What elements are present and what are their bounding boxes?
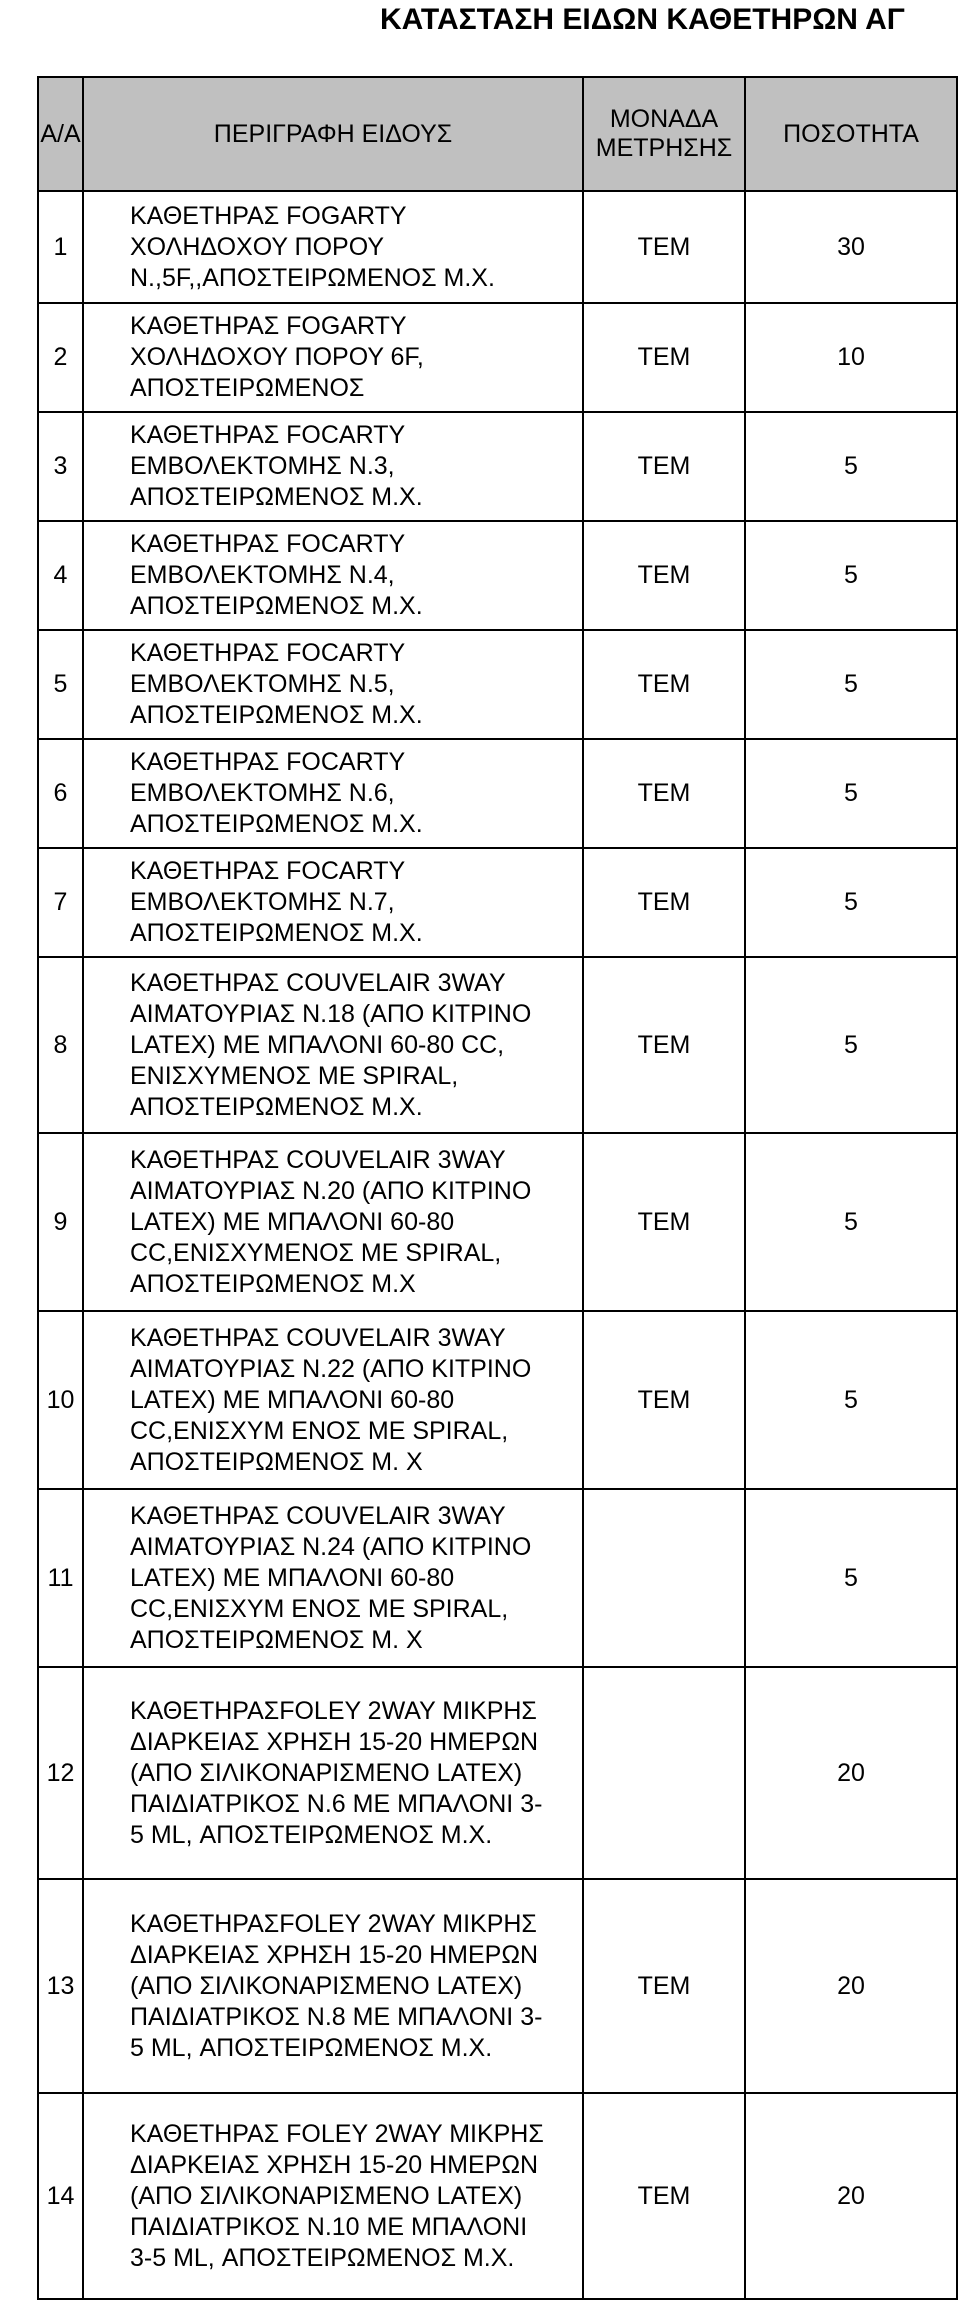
table-row [38, 1667, 957, 1879]
table-row [38, 739, 957, 848]
row-number: 3 [38, 412, 83, 521]
row-description: ΚΑΘΕΤΗΡΑΣ FOCARTY ΕΜΒΟΛΕΚΤΟΜΗΣ Ν.6, ΑΠΟΣΤΕΙΡΩΜΕΝΟΣ Μ.Χ. [83, 739, 583, 848]
row-number: 1 [38, 191, 83, 303]
row-number: 12 [38, 1667, 83, 1879]
row-number: 6 [38, 739, 83, 848]
row-quantity: 5 [745, 1311, 957, 1489]
row-unit: ΤΕΜ [583, 848, 745, 957]
row-quantity: 20 [745, 1879, 957, 2093]
table-row [38, 1311, 957, 1489]
header-quantity: ΠΟΣΟΤΗΤΑ [745, 77, 957, 191]
table-row [38, 521, 957, 630]
row-number: 9 [38, 1133, 83, 1311]
table-row [38, 191, 957, 303]
row-unit: ΤΕΜ [583, 1311, 745, 1489]
row-unit [583, 1667, 745, 1879]
row-unit: ΤΕΜ [583, 1133, 745, 1311]
row-unit [583, 1489, 745, 1667]
table-row [38, 412, 957, 521]
row-description: ΚΑΘΕΤΗΡΑΣ FOCARTY ΕΜΒΟΛΕΚΤΟΜΗΣ Ν.7, ΑΠΟΣΤΕΙΡΩΜΕΝΟΣ Μ.Χ. [83, 848, 583, 957]
header-description: ΠΕΡΙΓΡΑΦΗ ΕΙΔΟΥΣ [83, 77, 583, 191]
row-description: ΚΑΘΕΤΗΡΑΣ COUVELAIR 3WAY ΑΙΜΑΤΟΥΡΙΑΣ Ν.22 (ΑΠΟ ΚΙΤΡΙΝΟ LATEX) ΜΕ ΜΠΑΛΟΝΙ 60-80 CC,ΕΝΙΣΧΥΜ ΕΝΟΣ ΜΕ SPIRAL, ΑΠΟΣΤΕΙΡΩΜΕΝΟΣ Μ. Χ [83, 1311, 583, 1489]
row-description: ΚΑΘΕΤΗΡΑΣ COUVELAIR 3WAY ΑΙΜΑΤΟΥΡΙΑΣ Ν.18 (ΑΠΟ ΚΙΤΡΙΝΟ LATEX) ΜΕ ΜΠΑΛΟΝΙ 60-80 CC, ΕΝΙΣΧΥΜΕΝΟΣ ΜΕ SPIRAL, ΑΠΟΣΤΕΙΡΩΜΕΝΟΣ Μ.Χ. [83, 957, 583, 1133]
row-quantity: 30 [745, 191, 957, 303]
row-number: 13 [38, 1879, 83, 2093]
table-row [38, 1133, 957, 1311]
header-unit: ΜΟΝΑΔΑ ΜΕΤΡΗΣΗΣ [583, 77, 745, 191]
row-description: ΚΑΘΕΤΗΡΑΣ COUVELAIR 3WAY ΑΙΜΑΤΟΥΡΙΑΣ Ν.24 (ΑΠΟ ΚΙΤΡΙΝΟ LATEX) ΜΕ ΜΠΑΛΟΝΙ 60-80 CC,ΕΝΙΣΧΥΜ ΕΝΟΣ ΜΕ SPIRAL, ΑΠΟΣΤΕΙΡΩΜΕΝΟΣ Μ. Χ [83, 1489, 583, 1667]
row-unit: ΤΕΜ [583, 957, 745, 1133]
page-title: ΚΑΤΑΣΤΑΣΗ ΕΙΔΩΝ ΚΑΘΕΤΗΡΩΝ ΑΓ [380, 3, 905, 36]
table-row [38, 2093, 957, 2299]
row-quantity: 20 [745, 1667, 957, 1879]
table-row [38, 1489, 957, 1667]
row-quantity: 5 [745, 412, 957, 521]
row-description: ΚΑΘΕΤΗΡΑΣ FOCARTY ΕΜΒΟΛΕΚΤΟΜΗΣ Ν.4, ΑΠΟΣΤΕΙΡΩΜΕΝΟΣ Μ.Χ. [83, 521, 583, 630]
row-description: ΚΑΘΕΤΗΡΑΣFOLEY 2WAY ΜΙΚΡΗΣ ΔΙΑΡΚΕΙΑΣ ΧΡΗΣΗ 15-20 ΗΜΕΡΩΝ (ΑΠΟ ΣΙΛΙΚΟΝΑΡΙΣΜΕΝΟ LATEX) ΠΑΙΔΙΑΤΡΙΚΟΣ Ν.8 ΜΕ ΜΠΑΛΟΝΙ 3- 5 ML, ΑΠΟΣΤΕΙΡΩΜΕΝΟΣ Μ.Χ. [83, 1879, 583, 2093]
row-quantity: 5 [745, 630, 957, 739]
table-header-row [38, 77, 957, 191]
row-number: 8 [38, 957, 83, 1133]
table-body [38, 191, 957, 2299]
row-description: ΚΑΘΕΤΗΡΑΣFOLEY 2WAY ΜΙΚΡΗΣ ΔΙΑΡΚΕΙΑΣ ΧΡΗΣΗ 15-20 ΗΜΕΡΩΝ (ΑΠΟ ΣΙΛΙΚΟΝΑΡΙΣΜΕΝΟ LATEX) ΠΑΙΔΙΑΤΡΙΚΟΣ Ν.6 ΜΕ ΜΠΑΛΟΝΙ 3- 5 ML, ΑΠΟΣΤΕΙΡΩΜΕΝΟΣ Μ.Χ. [83, 1667, 583, 1879]
row-description: ΚΑΘΕΤΗΡΑΣ COUVELAIR 3WAY ΑΙΜΑΤΟΥΡΙΑΣ Ν.20 (ΑΠΟ ΚΙΤΡΙΝΟ LATEX) ΜΕ ΜΠΑΛΟΝΙ 60-80 CC,ΕΝΙΣΧΥΜΕΝΟΣ ΜΕ SPIRAL, ΑΠΟΣΤΕΙΡΩΜΕΝΟΣ Μ.Χ [83, 1133, 583, 1311]
table-row [38, 957, 957, 1133]
table-row [38, 848, 957, 957]
row-unit: ΤΕΜ [583, 303, 745, 412]
row-unit: ΤΕΜ [583, 191, 745, 303]
row-number: 2 [38, 303, 83, 412]
row-description: ΚΑΘΕΤΗΡΑΣ FOGARTY ΧΟΛΗΔΟΧΟΥ ΠΟΡΟΥ 6F, ΑΠΟΣΤΕΙΡΩΜΕΝΟΣ [83, 303, 583, 412]
row-number: 11 [38, 1489, 83, 1667]
row-quantity: 5 [745, 521, 957, 630]
table-row [38, 1879, 957, 2093]
row-quantity: 5 [745, 848, 957, 957]
row-quantity: 5 [745, 739, 957, 848]
row-description: ΚΑΘΕΤΗΡΑΣ FOGARTY ΧΟΛΗΔΟΧΟΥ ΠΟΡΟΥ Ν.,5F,,ΑΠΟΣΤΕΙΡΩΜΕΝΟΣ Μ.Χ. [83, 191, 583, 303]
row-number: 7 [38, 848, 83, 957]
row-description: ΚΑΘΕΤΗΡΑΣ FOCARTY ΕΜΒΟΛΕΚΤΟΜΗΣ Ν.5, ΑΠΟΣΤΕΙΡΩΜΕΝΟΣ Μ.Χ. [83, 630, 583, 739]
table-row [38, 303, 957, 412]
row-number: 4 [38, 521, 83, 630]
row-unit: ΤΕΜ [583, 630, 745, 739]
row-quantity: 20 [745, 2093, 957, 2299]
row-quantity: 10 [745, 303, 957, 412]
row-number: 5 [38, 630, 83, 739]
row-description: ΚΑΘΕΤΗΡΑΣ FOLEY 2WAY ΜΙΚΡΗΣ ΔΙΑΡΚΕΙΑΣ ΧΡΗΣΗ 15-20 ΗΜΕΡΩΝ (ΑΠΟ ΣΙΛΙΚΟΝΑΡΙΣΜΕΝΟ LATEX) ΠΑΙΔΙΑΤΡΙΚΟΣ Ν.10 ΜΕ ΜΠΑΛΟΝΙ 3-5 ML, ΑΠΟΣΤΕΙΡΩΜΕΝΟΣ Μ.Χ. [83, 2093, 583, 2299]
row-quantity: 5 [745, 1489, 957, 1667]
row-quantity: 5 [745, 1133, 957, 1311]
table-row [38, 630, 957, 739]
row-unit: ΤΕΜ [583, 521, 745, 630]
row-unit: ΤΕΜ [583, 412, 745, 521]
row-unit: ΤΕΜ [583, 1879, 745, 2093]
row-number: 14 [38, 2093, 83, 2299]
row-unit: ΤΕΜ [583, 739, 745, 848]
row-quantity: 5 [745, 957, 957, 1133]
row-description: ΚΑΘΕΤΗΡΑΣ FOCARTY ΕΜΒΟΛΕΚΤΟΜΗΣ Ν.3, ΑΠΟΣΤΕΙΡΩΜΕΝΟΣ Μ.Χ. [83, 412, 583, 521]
catheter-table [37, 76, 958, 2300]
header-aa: Α/Α [38, 77, 83, 191]
row-number: 10 [38, 1311, 83, 1489]
row-unit: ΤΕΜ [583, 2093, 745, 2299]
